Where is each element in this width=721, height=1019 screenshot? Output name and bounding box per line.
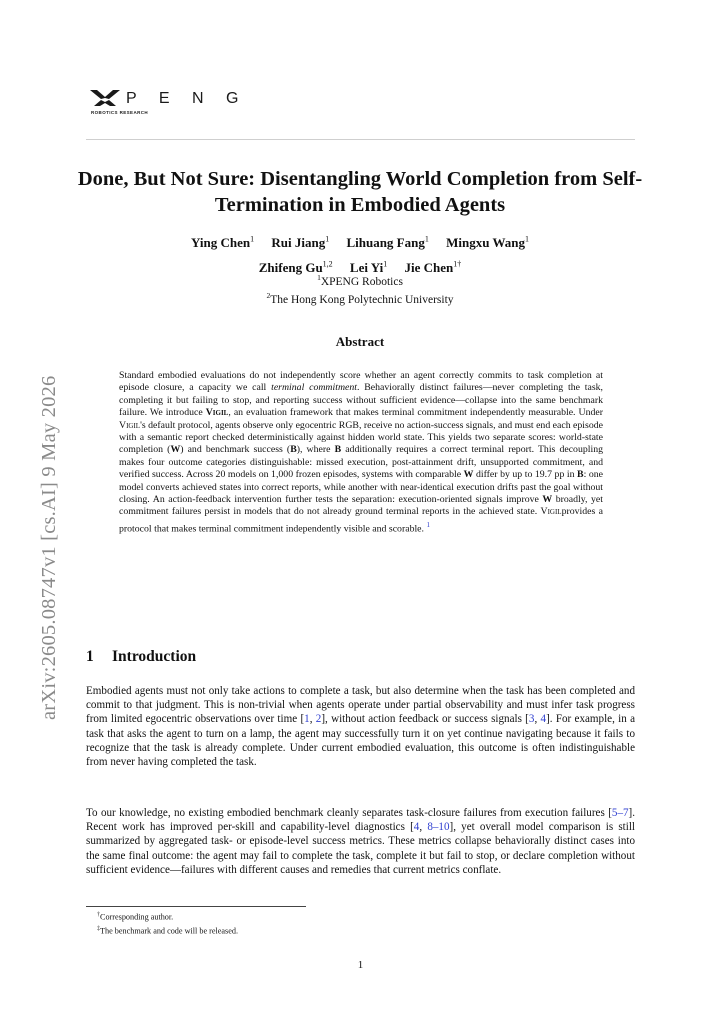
footnote-link[interactable]: 1 bbox=[426, 520, 430, 529]
footnote: †Corresponding author. bbox=[97, 912, 174, 922]
citation-link[interactable]: 1 bbox=[304, 713, 310, 726]
abstract-text: Standard embodied evaluations do not independently score whether an agent correctly commits to task completion at episode closure, a capacity we call terminal commitment. Behaviorally distinct failures—never completing the task, completing it but failing to stop, and reporting success without sufficient evidence—collapse into the same benchmark failure. We introduce Vigil, an evaluation framework that makes terminal commitment independently measurable. Under Vigil's default protocol, agents observe only egocentric RGB, receive no action-success signals, and must end each episode with a semantic report checked deterministically against hidden world state. This yields two separate scores: world-state completion (W) and benchmark success (B), where B additionally requires a correct terminal report. This decoupling makes four outcome categories distinguishable: missed execution, post-attainment drift, unsupported commitment, and verified success. Across 20 models on 1,000 frozen episodes, systems with comparable W differ by up to 19.7 pp in B: one model converts achieved states into correct reports, while another with near-identical execution drifts past the goal without closing. An action-feedback intervention further tests the separation: execution-oriented signals improve W broadly, yet commitment failures persist in models that do not already ground terminal reports in the achieved state. Vigilprovides a protocol that makes terminal commitment independently visible and scorable. $^1$ bbox=[119, 370, 604, 535]
author-list bbox=[60, 229, 660, 278]
page-number: 1 bbox=[357, 959, 364, 971]
footnotes bbox=[97, 910, 238, 937]
section-heading: 1 Introduction bbox=[86, 648, 197, 665]
citation-link[interactable]: 4 bbox=[540, 713, 547, 726]
intro-paragraph-2: To our knowledge, no existing embodied benchmark cleanly separates task-closure failures from execution failures [5–7]. Recent work has improved per-skill and capability-level diagnostics [4, 8–10], yet overall model comparison is still summarized by aggregated task- or episode-level success metrics. These metrics collapse behaviorally distinct cases into the same final outcome: the agent may fail to complete the task, complete it but fail to stop, or declare completion without sufficient evidence—failures with different causes and remedies that current metrics conflate. bbox=[86, 807, 635, 876]
citation-link[interactable]: 5–7 bbox=[611, 807, 629, 819]
footnote-rule bbox=[86, 906, 306, 907]
author: Ying Chen$^1$ bbox=[191, 235, 255, 251]
logo-wordmark: P E N G bbox=[126, 90, 248, 107]
footnote: ‡The benchmark and code will be released. bbox=[97, 925, 238, 936]
citation-link[interactable]: 8–10 bbox=[427, 821, 450, 834]
arxiv-stamp: arXiv:2605.08747v1 [cs.AI] 9 May 2026 bbox=[38, 375, 60, 720]
author: Lei Yi$^1$ bbox=[349, 259, 388, 275]
affiliation: $^1$XPENG Robotics bbox=[317, 273, 403, 288]
affiliation: $^2$The Hong Kong Polytechnic University bbox=[266, 291, 454, 306]
logo-subtitle: ROBOTICS RESEARCH bbox=[91, 110, 149, 115]
header-rule bbox=[86, 139, 635, 140]
abstract-heading: Abstract bbox=[335, 334, 385, 349]
author: Jie Chen$^{1\dagger}$ bbox=[404, 259, 462, 275]
author: Mingxu Wang$^1$ bbox=[446, 235, 529, 251]
intro-paragraph-1: Embodied agents must not only take actions to complete a task, but also determine when the task has been completed and commit to that judgment. This is non-trivial when agents operate under partial observability and must infer task progress from limited egocentric observations over time [1, 2], without action feedback or success signals [3, 4]. For example, in a task that asks the agent to turn on a lamp, the agent may successfully turn it on yet continue navigating because it fails to recognize that the task is already complete. Under current embodied evaluation, this outcome is often indistinguishable from never having completed the task. bbox=[86, 685, 636, 769]
author-line-1 bbox=[60, 229, 660, 253]
citation-link[interactable]: 3 bbox=[528, 713, 535, 726]
author: Rui Jiang$^1$ bbox=[271, 235, 330, 251]
author: Zhifeng Gu$^{1,2}$ bbox=[258, 259, 333, 275]
citation-link[interactable]: 4 bbox=[413, 821, 420, 834]
citation-link[interactable]: 2 bbox=[315, 713, 322, 726]
paper-title: Done, But Not Sure: Disentangling World Completion from Self-Termination in Embodied Agents bbox=[77, 168, 643, 216]
xpeng-x-icon bbox=[90, 90, 120, 106]
author: Lihuang Fang$^1$ bbox=[346, 235, 429, 251]
